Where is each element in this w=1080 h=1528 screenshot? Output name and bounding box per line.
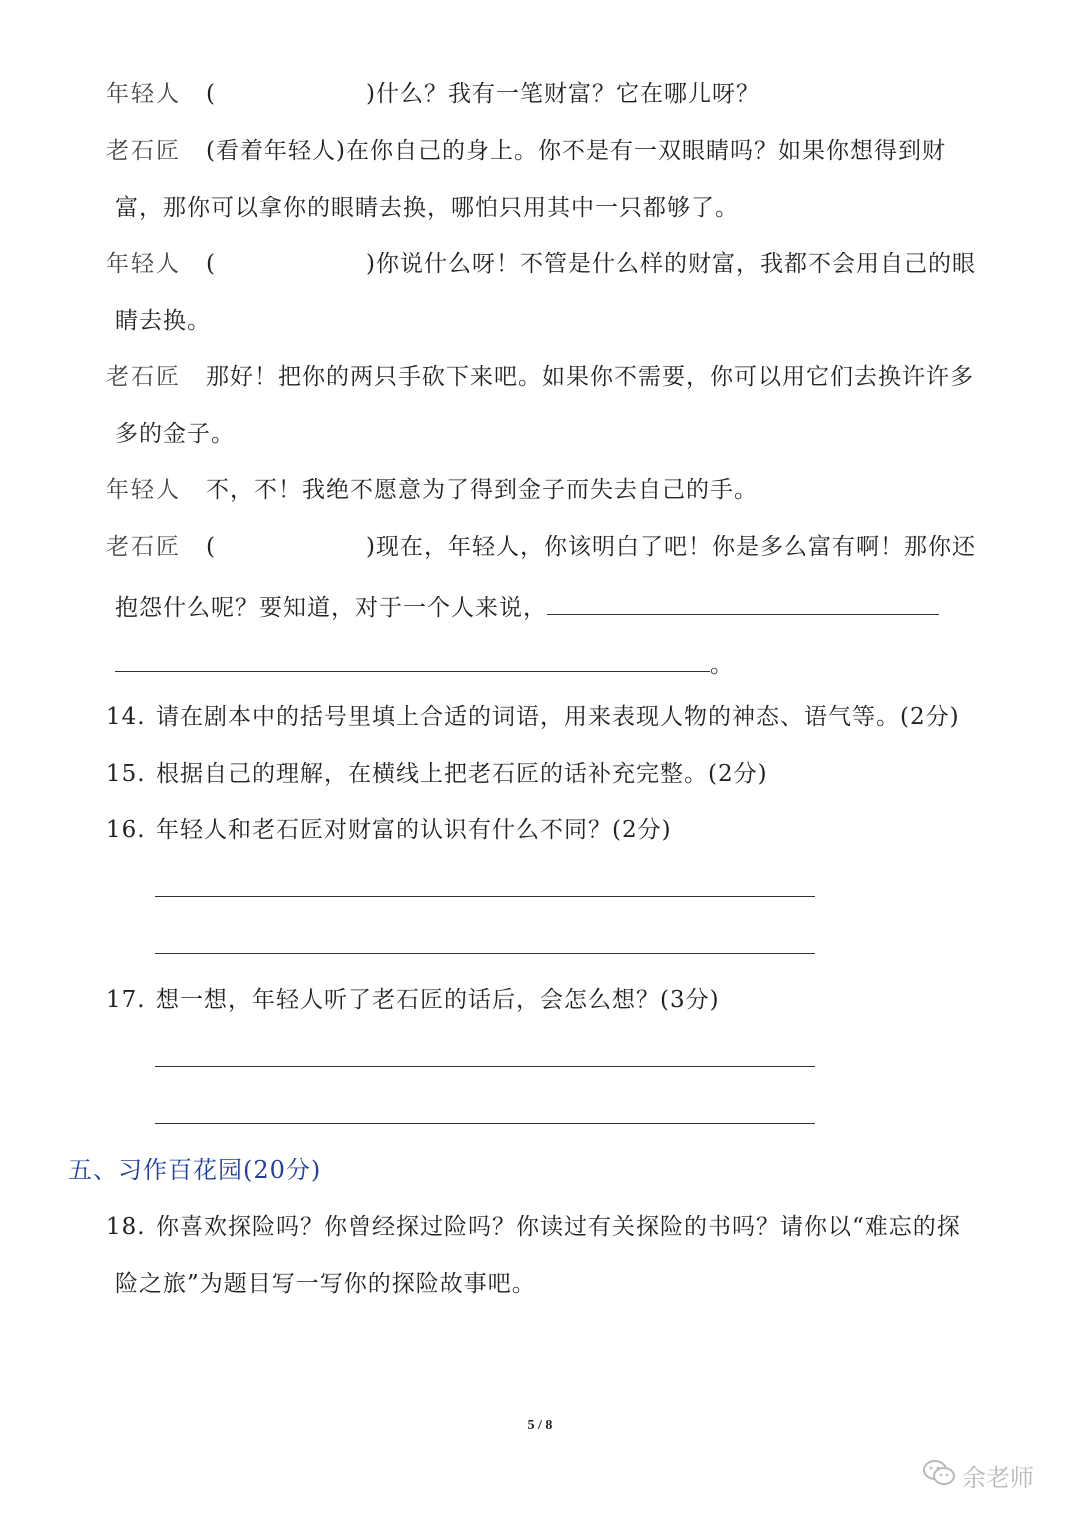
dialogue-text: 富，那你可以拿你的眼睛去换，哪怕只用其中一只都够了。 bbox=[115, 195, 739, 221]
speaker-label: 年轻人 bbox=[106, 477, 181, 503]
question-number: 15. bbox=[106, 761, 146, 787]
page-number: 5 / 8 bbox=[527, 1418, 553, 1433]
dialogue-text: (看着年轻人)在你自己的身上。你不是有一双眼睛吗？如果你想得到财 bbox=[206, 138, 946, 164]
question-text: 根据自己的理解，在横线上把老石匠的话补充完整。(2分) bbox=[156, 761, 768, 787]
question-16 bbox=[106, 814, 672, 846]
dialogue-line-4 bbox=[106, 361, 974, 393]
answer-line[interactable] bbox=[155, 1123, 815, 1124]
speaker-label: 年轻人 bbox=[106, 81, 181, 107]
dialogue-text: 睛去换。 bbox=[115, 308, 211, 334]
question-14 bbox=[106, 701, 960, 733]
speaker-label: 老石匠 bbox=[106, 364, 181, 390]
dialogue-text: )现在，年轻人，你该明白了吧！你是多么富有啊！那你还 bbox=[366, 534, 976, 560]
wechat-icon bbox=[922, 1459, 962, 1493]
fill-blank[interactable] bbox=[547, 588, 939, 615]
question-17 bbox=[106, 984, 720, 1016]
dialogue-line-6-cont bbox=[115, 588, 939, 624]
dialogue-text: 抱怨什么呢？要知道，对于一个人来说， bbox=[115, 595, 547, 621]
dialogue-line-1 bbox=[106, 78, 760, 110]
blank-paren[interactable]: ( bbox=[206, 534, 216, 560]
answer-line[interactable] bbox=[155, 953, 815, 954]
dialogue-line-6 bbox=[106, 531, 976, 563]
watermark-text: 余老师 bbox=[962, 1464, 1034, 1492]
question-18-cont bbox=[115, 1268, 536, 1300]
dialogue-line-6-end bbox=[115, 645, 734, 681]
answer-line[interactable] bbox=[155, 1066, 815, 1067]
question-text: 年轻人和老石匠对财富的认识有什么不同？(2分) bbox=[156, 817, 672, 843]
question-text: 你喜欢探险吗？你曾经探过险吗？你读过有关探险的书吗？请你以“难忘的探 bbox=[156, 1214, 961, 1240]
question-18 bbox=[106, 1211, 961, 1243]
question-number: 18. bbox=[106, 1214, 146, 1240]
question-text: 险之旅”为题目写一写你的探险故事吧。 bbox=[115, 1271, 536, 1297]
section-title: 五、习作百花园(20分) bbox=[68, 1156, 322, 1184]
question-15 bbox=[106, 758, 768, 790]
dialogue-text: )什么？我有一笔财富？它在哪儿呀？ bbox=[366, 81, 760, 107]
question-text: 请在剧本中的括号里填上合适的词语，用来表现人物的神态、语气等。(2分) bbox=[156, 704, 960, 730]
dialogue-text: 那好！把你的两只手砍下来吧。如果你不需要，你可以用它们去换许许多 bbox=[206, 364, 974, 390]
end-punct: 。 bbox=[710, 652, 734, 678]
dialogue-line-4-cont bbox=[115, 418, 235, 450]
question-number: 14. bbox=[106, 704, 146, 730]
dialogue-line-2-cont bbox=[115, 192, 739, 224]
question-number: 16. bbox=[106, 817, 146, 843]
watermark bbox=[922, 1458, 1034, 1493]
speaker-label: 老石匠 bbox=[106, 138, 181, 164]
dialogue-line-3-cont bbox=[115, 305, 211, 337]
dialogue-line-5 bbox=[106, 474, 758, 506]
question-number: 17. bbox=[106, 987, 146, 1013]
dialogue-text: 多的金子。 bbox=[115, 421, 235, 447]
dialogue-line-3 bbox=[106, 248, 976, 280]
fill-blank[interactable] bbox=[115, 645, 710, 672]
dialogue-text: 不，不！我绝不愿意为了得到金子而失去自己的手。 bbox=[206, 477, 758, 503]
question-text: 想一想，年轻人听了老石匠的话后，会怎么想？(3分) bbox=[156, 987, 720, 1013]
blank-paren[interactable]: ( bbox=[206, 251, 216, 277]
dialogue-text: )你说什么呀！不管是什么样的财富，我都不会用自己的眼 bbox=[366, 251, 976, 277]
speaker-label: 年轻人 bbox=[106, 251, 181, 277]
speaker-label: 老石匠 bbox=[106, 534, 181, 560]
answer-line[interactable] bbox=[155, 896, 815, 897]
dialogue-line-2 bbox=[106, 135, 946, 167]
blank-paren[interactable]: ( bbox=[206, 81, 216, 107]
